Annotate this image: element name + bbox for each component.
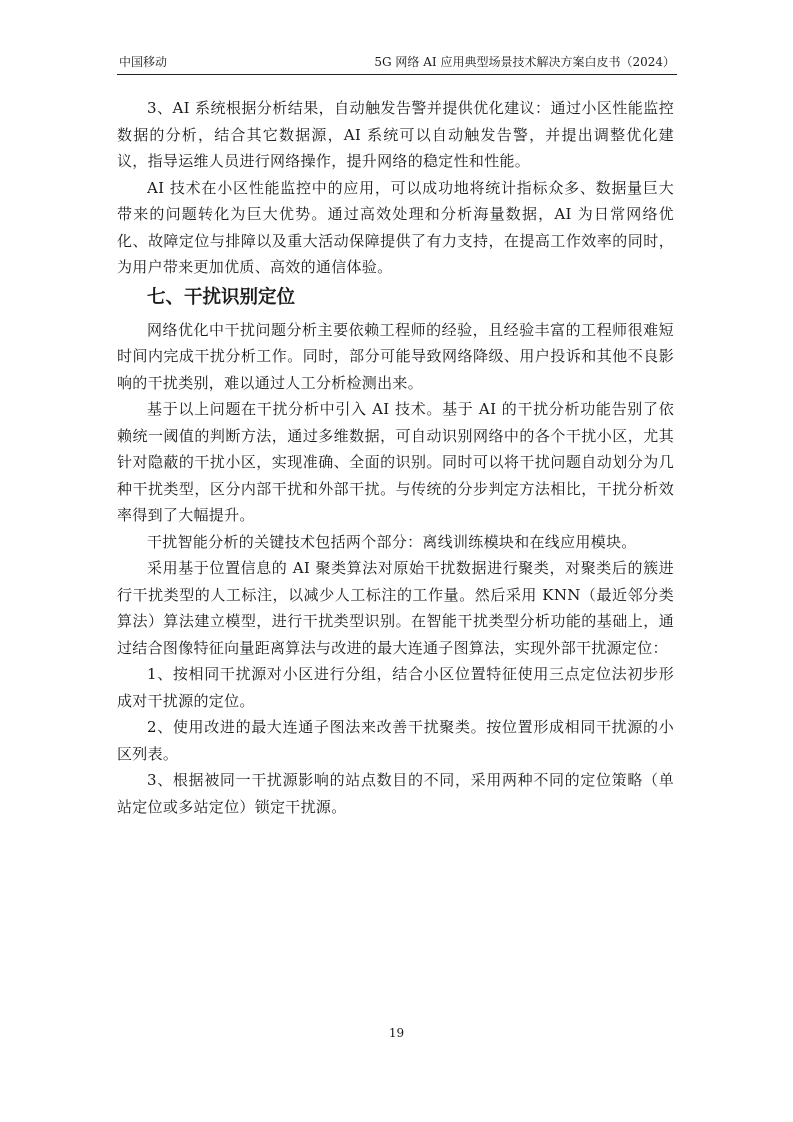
paragraph: AI 技术在小区性能监控中的应用，可以成功地将统计指标众多、数据量巨大带来的问题转化为巨大优势。通过高效处理和分析海量数据，AI 为日常网络优化、故障定位与排障以及重大活动保障提供了有力支持，在提高工作效率的同时，为用户带来更加优质、高效的通信体验。 xyxy=(117,178,674,276)
header-org: 中国移动 xyxy=(119,55,168,69)
list-item: 2、使用改进的最大连通子图法来改善干扰聚类。按位置形成相同干扰源的小区列表。 xyxy=(117,718,674,763)
page-number: 19 xyxy=(388,1026,405,1040)
list-item: 1、按相同干扰源对小区进行分组，结合小区位置特征使用三点定位法初步形成对干扰源的定位。 xyxy=(117,665,674,710)
section-heading: 七、干扰识别定位 xyxy=(147,286,296,308)
paragraph: 干扰智能分析的关键技术包括两个部分：离线训练模块和在线应用模块。 xyxy=(147,532,637,551)
page-header xyxy=(117,50,677,75)
paragraph: 3、AI 系统根据分析结果，自动触发告警并提供优化建议：通过小区性能监控数据的分析，结合其它数据源，AI 系统可以自动触发告警，并提出调整优化建议，指导运维人员进行网络操作，提升网络的稳定性和性能。 xyxy=(117,99,674,170)
header-doc-title: 5G 网络 AI 应用典型场景技术解决方案白皮书（2024） xyxy=(374,55,675,69)
page-body xyxy=(117,95,674,820)
paragraph: 基于以上问题在干扰分析中引入 AI 技术。基于 AI 的干扰分析功能告别了依赖统一阈值的判断方法，通过多维数据，可自动识别网络中的各个干扰小区，尤其针对隐蔽的干扰小区，实现准确、全面的识别。同时可以将干扰问题自动划分为几种干扰类型，区分内部干扰和外部干扰。与传统的分步判定方法相比，干扰分析效率得到了大幅提升。 xyxy=(117,400,674,524)
paragraph: 网络优化中干扰问题分析主要依赖工程师的经验，且经验丰富的工程师很难短时间内完成干扰分析工作。同时，部分可能导致网络降级、用户投诉和其他不良影响的干扰类别，难以通过人工分析检测出来。 xyxy=(117,320,674,392)
list-item: 3、根据被同一干扰源影响的站点数目的不同，采用两种不同的定位策略（单站定位或多站定位）锁定干扰源。 xyxy=(117,771,674,816)
paragraph: 采用基于位置信息的 AI 聚类算法对原始干扰数据进行聚类，对聚类后的簇进行干扰类型的人工标注，以减少人工标注的工作量。然后采用 KNN（最近邻分类算法）算法建立模型，进行干扰类型识别。在智能干扰类型分析功能的基础上，通过结合图像特征向量距离算法与改进的最大连通子图算法，实现外部干扰源定位： xyxy=(117,559,674,657)
